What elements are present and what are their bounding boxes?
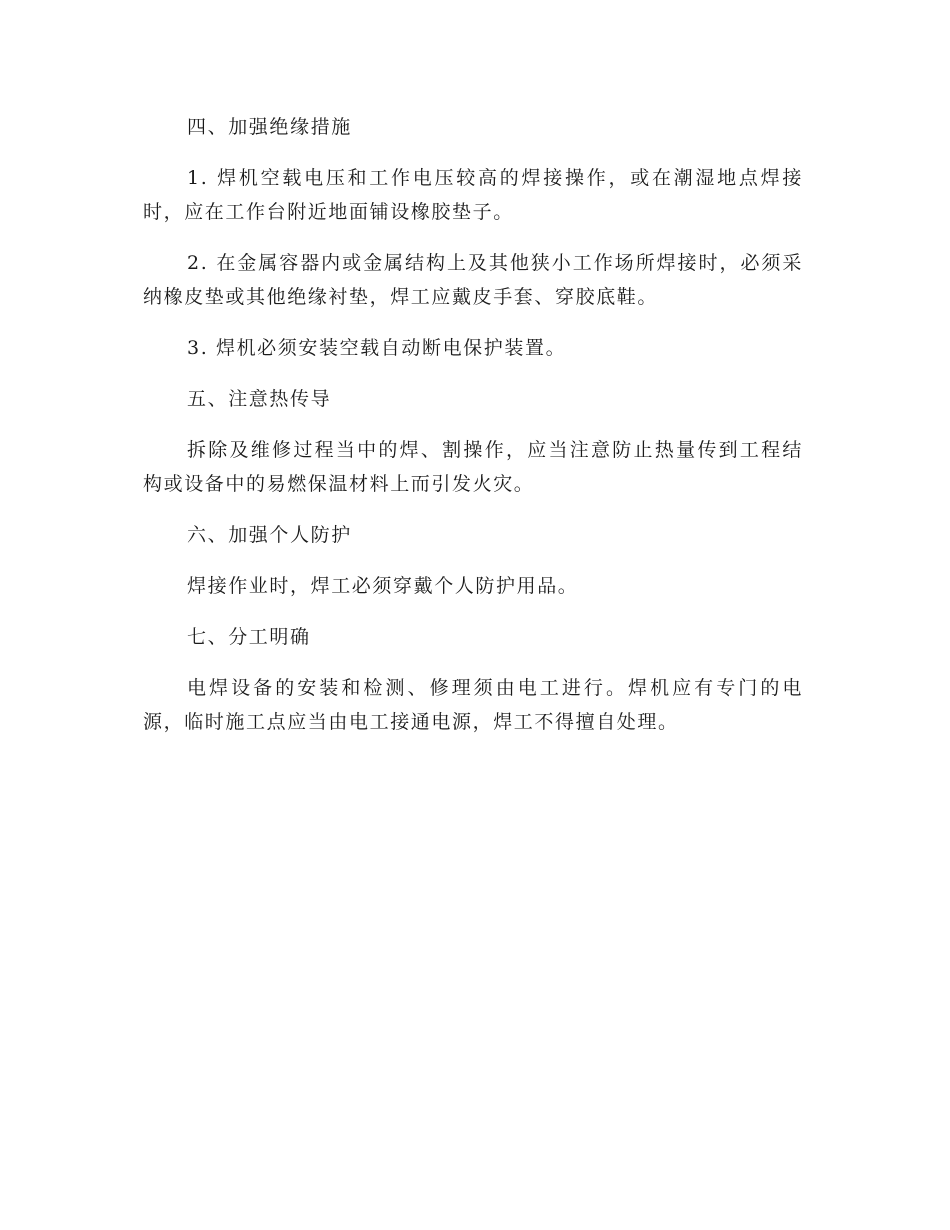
paragraph-division-of-labor: 电焊设备的安装和检测、修理须由电工进行。焊机应有专门的电源，临时施工点应当由电工接通电源，焊工不得擅自处理。 xyxy=(143,677,803,733)
section-heading-heat-conduction: 五、注意热传导 xyxy=(187,388,332,410)
section-heading-personal-protection: 六、加强个人防护 xyxy=(187,524,352,546)
paragraph-personal-protection: 焊接作业时，焊工必须穿戴个人防护用品。 xyxy=(187,575,579,597)
document-body xyxy=(143,110,803,756)
section-heading-insulation: 四、加强绝缘措施 xyxy=(187,116,352,138)
paragraph-insulation-1: 1. 焊机空载电压和工作电压较高的焊接操作，或在潮湿地点焊接时，应在工作台附近地面铺设橡胶垫子。 xyxy=(143,167,803,223)
paragraph-insulation-3: 3. 焊机必须安装空载自动断电保护装置。 xyxy=(187,337,567,359)
section-heading-division-of-labor: 七、分工明确 xyxy=(187,626,311,648)
paragraph-insulation-2: 2. 在金属容器内或金属结构上及其他狭小工作场所焊接时，必须采纳橡皮垫或其他绝缘衬垫，焊工应戴皮手套、穿胶底鞋。 xyxy=(143,252,803,308)
paragraph-heat-conduction: 拆除及维修过程当中的焊、割操作，应当注意防止热量传到工程结构或设备中的易燃保温材料上而引发火灾。 xyxy=(143,439,803,495)
